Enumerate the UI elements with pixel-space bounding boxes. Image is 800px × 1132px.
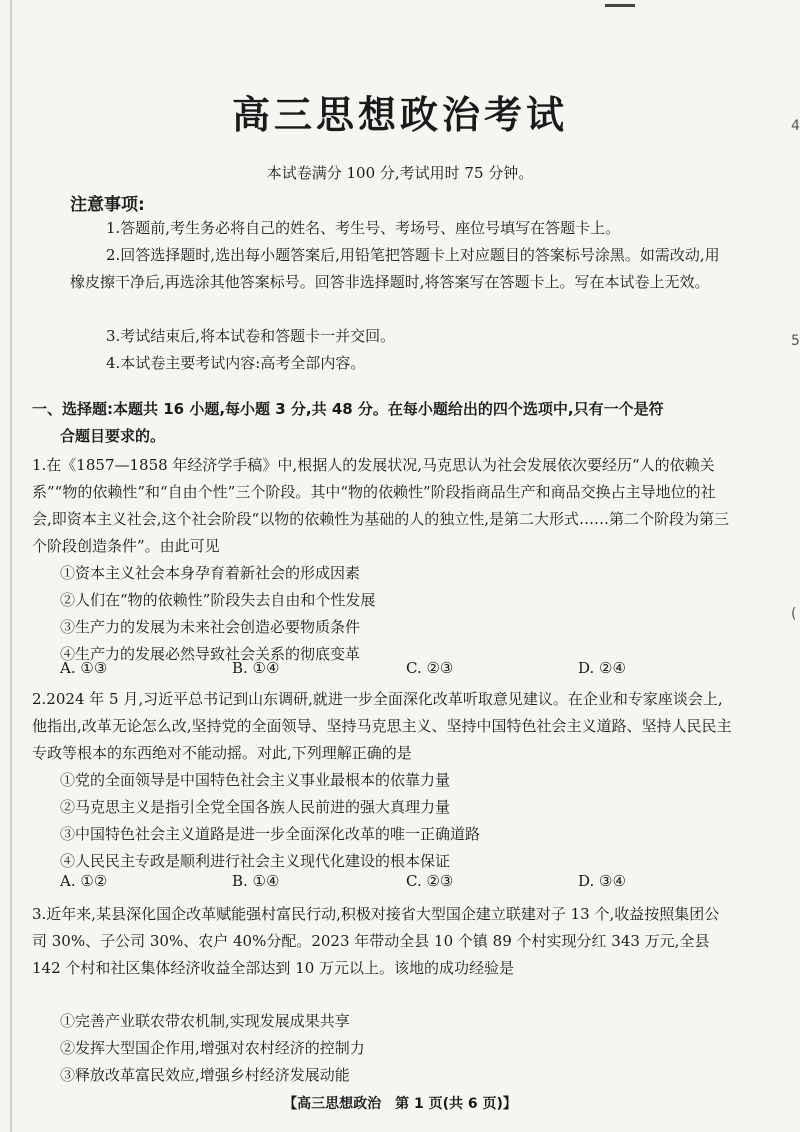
question-1-option-3: ③生产力的发展为未来社会创造必要物质条件	[60, 618, 361, 636]
exam-subtitle: 本试卷满分 100 分,考试用时 75 分钟。	[266, 164, 534, 182]
page-footer: 【高三思想政治 第 1 页(共 6 页)】	[283, 1096, 517, 1112]
question-1-stem: 1.在《1857—1858 年经济学手稿》中,根据人的发展状况,马克思认为社会发展依次要经历“人的依赖关系”“物的依赖性”和“自由个性”三个阶段。其中“物的依赖性”阶段指商品生产和商品交换占主导地位的社会,即资本主义社会,这个社会阶段“以物的依赖性为基础的人的独立性,是第二大形式……第二个阶段为第三个阶段创造条件”。由此可见	[32, 456, 729, 555]
section-line-1: 一、选择题:本题共 16 小题,每小题 3 分,共 48 分。在每小题给出的四个选项中,只有一个是符	[32, 400, 664, 418]
question-2-choice-a: A. ①②	[60, 872, 108, 890]
question-2-choice-c: C. ②③	[406, 872, 454, 890]
question-2-option-3: ③中国特色社会主义道路是进一步全面深化改革的唯一正确道路	[60, 825, 481, 843]
exam-title: 高三思想政治考试	[231, 93, 568, 137]
note-item-3: 3.考试结束后,将本试卷和答题卡一并交回。	[106, 327, 396, 345]
question-2-choice-b: B. ①④	[232, 872, 280, 890]
question-1-choice-c: C. ②③	[406, 659, 454, 677]
margin-mark-4: 4	[791, 118, 800, 134]
section-line-2: 合题目要求的。	[60, 427, 166, 445]
note-item-1: 1.答题前,考生务必将自己的姓名、考生号、考场号、座位号填写在答题卡上。	[106, 219, 621, 237]
section-heading	[32, 396, 722, 450]
margin-mark-paren: (	[791, 606, 797, 622]
question-1-option-1: ①资本主义社会本身孕育着新社会的形成因素	[60, 564, 361, 582]
notes-heading: 注意事项:	[70, 195, 145, 215]
question-1-option-4: ④生产力的发展必然导致社会关系的彻底变革	[60, 645, 361, 663]
question-1-choice-a: A. ①③	[60, 659, 108, 677]
question-1-choices	[60, 659, 740, 686]
question-1-choice-d: D. ②④	[578, 659, 626, 677]
question-2-stem: 2.2024 年 5 月,习近平总书记到山东调研,就进一步全面深化改革听取意见建议。在企业和专家座谈会上,他指出,改革无论怎么改,坚持党的全面领导、坚持马克思主义、坚持中国特色社会主义道路、坚持人民民主专政等根本的东西绝对不能动摇。对此,下列理解正确的是	[32, 690, 732, 762]
question-3-stem: 3.近年来,某县深化国企改革赋能强村富民行动,积极对接省大型国企建立联建对子 13 个,收益按照集团公司 30%、子公司 30%、农户 40%分配。2023 年带动全县 10 个镇 89 个村实现分红 343 万元,全县 142 个村和社区集体经济收益全部达到 10 万元以上。该地的成功经验是	[32, 905, 720, 977]
margin-mark-5: 5	[791, 333, 800, 349]
question-3-option-2: ②发挥大型国企作用,增强对农村经济的控制力	[60, 1039, 365, 1057]
question-2-option-1: ①党的全面领导是中国特色社会主义事业最根本的依靠力量	[60, 771, 451, 789]
question-2-option-4: ④人民民主专政是顺利进行社会主义现代化建设的根本保证	[60, 852, 451, 870]
question-2-choice-d: D. ③④	[578, 872, 626, 890]
question-1-choice-b: B. ①④	[232, 659, 280, 677]
question-3-option-3: ③释放改革富民效应,增强乡村经济发展动能	[60, 1066, 350, 1084]
note-item-4: 4.本试卷主要考试内容:高考全部内容。	[106, 354, 366, 372]
question-2-choices	[60, 872, 740, 899]
top-scan-mark	[605, 4, 635, 7]
note-item-2: 2.回答选择题时,选出每小题答案后,用铅笔把答题卡上对应题目的答案标号涂黑。如需改动,用橡皮擦干净后,再选涂其他答案标号。回答非选择题时,将答案写在答题卡上。写在本试卷上无效。	[70, 246, 720, 291]
question-1-option-2: ②人们在“物的依赖性”阶段失去自由和个性发展	[60, 591, 376, 609]
question-3-option-1: ①完善产业联农带农机制,实现发展成果共享	[60, 1012, 350, 1030]
question-2-option-2: ②马克思主义是指引全党全国各族人民前进的强大真理力量	[60, 798, 451, 816]
